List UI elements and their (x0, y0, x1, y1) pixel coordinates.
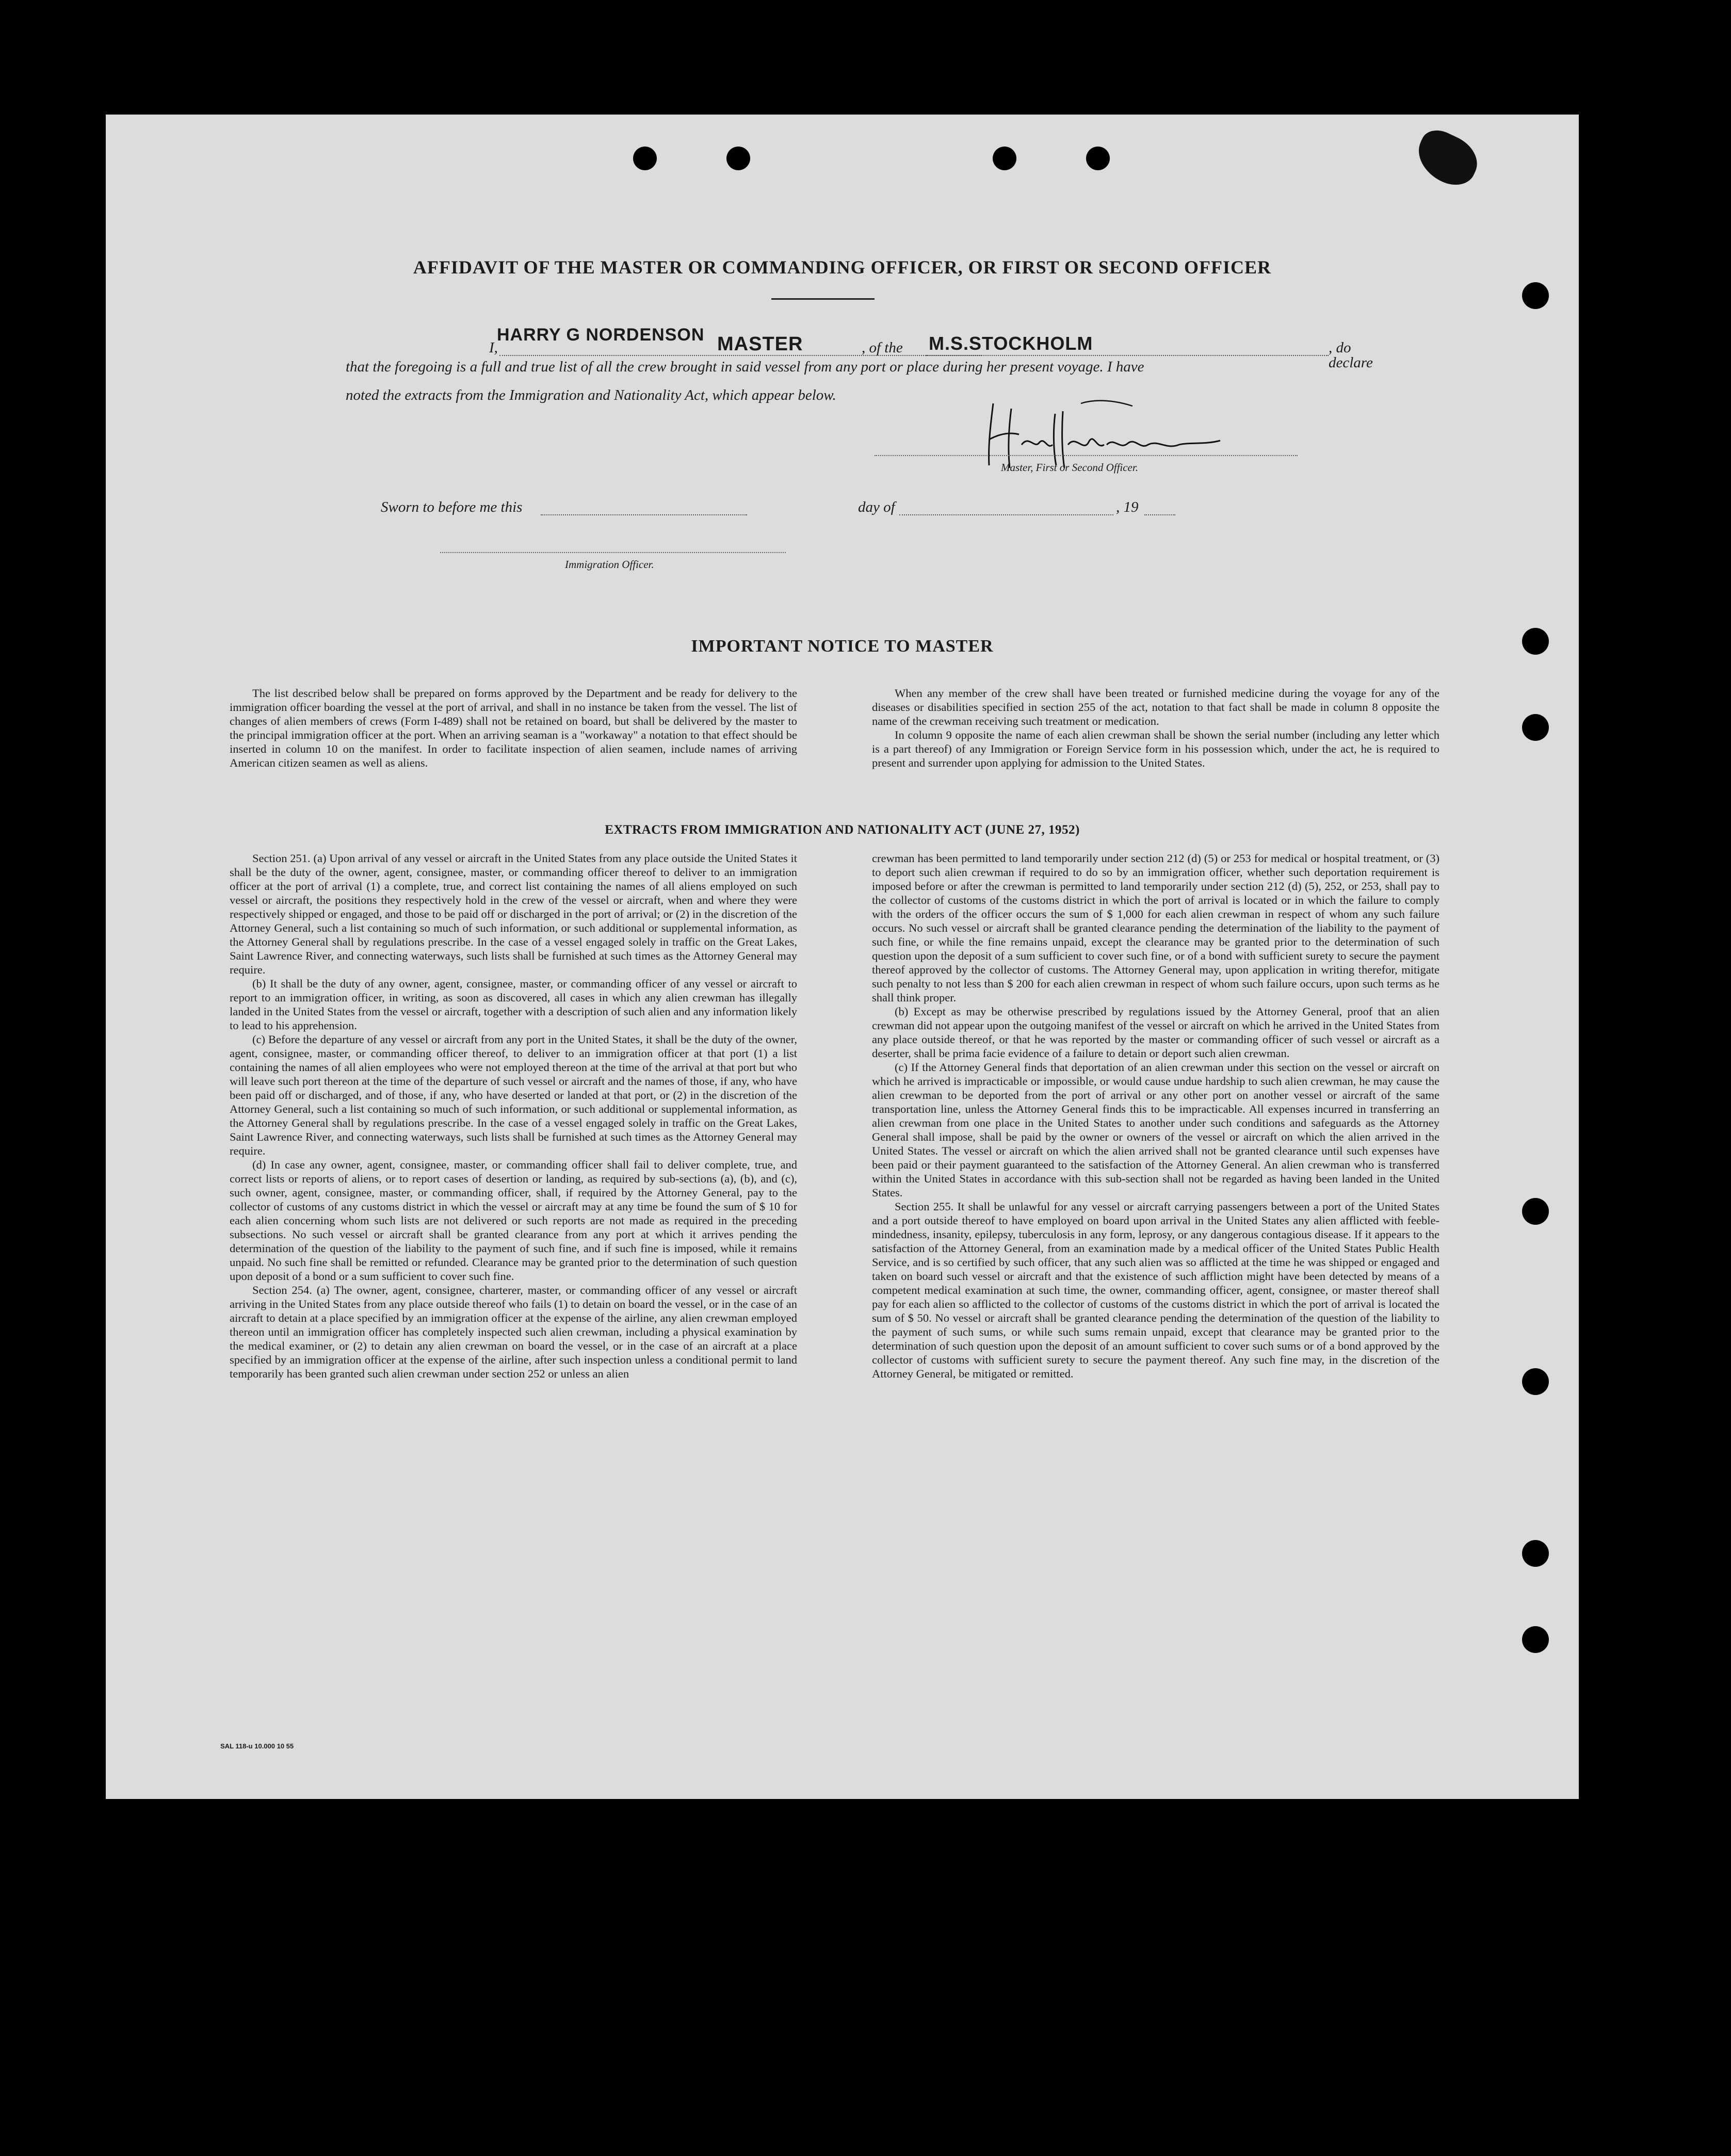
extract-paragraph: (c) If the Attorney General finds that deportation of an alien crewman under this section on the vessel or aircraft on which he arrived is impracticable or impossible, or would cause undue hardship to such alien crewman, he may cause the alien crewman to be deported from the port of arrival or any other port on another vessel or aircraft of the same transportation line, unless the Attorney General finds this to be impracticable. All expenses incurred in transferring an alien crewman from one place in the United States to another under such conditions and safeguards as the Attorney General shall impose, shall be paid by the owner or owners of the vessel or aircraft on which the alien arrived in the United States. The vessel or aircraft on which the alien arrived shall not be granted clearance until such expenses have been paid or their payment guaranteed to the satisfaction of the Attorney General. An alien crewman who is transferred within the United States in accordance with this sub-section shall not be regarded as having been landed in the United States. (872, 1061, 1439, 1199)
extracts-left-column (230, 851, 797, 1381)
punch-hole (1522, 1198, 1549, 1225)
month-field (899, 514, 1113, 515)
punch-hole (1522, 1626, 1549, 1653)
vessel-name: M.S.STOCKHOLM (929, 333, 1093, 354)
notice-paragraph: The list described below shall be prepared on forms approved by the Department and be ready for delivery to the immigration officer boarding the vessel at the port of arrival, and shall in no instance be taken from the vessel. The list of changes of alien members of crews (Form I-489) shall not be retained on board, but shall be delivered by the master to the principal immigration officer at the port. When an arriving seaman is a "workaway" a notation to that effect should be inserted in column 10 on the manifest. In order to facilitate inspection of alien seamen, include names of arriving American citizen seamen as well as aliens. (230, 687, 797, 769)
signature-line (875, 455, 1298, 456)
declaration-line-3: noted the extracts from the Immigration and Nationality Act, which appear below. (346, 387, 836, 403)
punch-hole (633, 147, 657, 170)
declaration-line-2: that the foregoing is a full and true list of all the crew brought in said vessel from any port or place during her present voyage. I have (346, 359, 1144, 375)
year-prefix: , 19 (1116, 499, 1139, 515)
of-the-label: , of the (862, 339, 903, 356)
rank-field: MASTER (717, 333, 803, 355)
extract-paragraph: Section 255. It shall be unlawful for any vessel or aircraft carrying passengers between a port of the United States and a port outside thereof to have employed on board upon arrival in the United States any alien afflicted with feeble-mindedness, insanity, epilepsy, tuberculosis in any form, leprosy, or any dangerous contagious disease. If it appears to the satisfaction of the Attorney General, from an examination made by a medical officer of the United States Public Health Service, and is so certified by such officer, that any such alien was so afflicted at the time he was shipped or engaged and taken on board such vessel or aircraft and that the existence of such affliction might have been detected by means of a competent medical examination at such time, the owner, commanding officer, agent, consignee, or master thereof shall pay for each alien so afflicted to the collector of customs of the customs district in which the port of arrival is located the sum of $ 50. No vessel or aircraft shall be granted clearance pending the determination of the question of the liability to the payment of such sums, or while such sums remain unpaid, except that clearance may be granted prior to the determination of such question upon the deposit of an amount sufficient to cover such sums or of a bond approved by the collector of customs with sufficient surety to secure the payment thereof. Any such fine may, in the discretion of the Attorney General, be mitigated or remitted. (872, 1200, 1439, 1380)
year-field (1144, 514, 1175, 515)
officer-signature-line (440, 552, 786, 553)
affidavit-title: AFFIDAVIT OF THE MASTER OR COMMANDING OFFICER, OR FIRST OR SECOND OFFICER (413, 257, 1272, 278)
extract-paragraph: crewman has been permitted to land temporarily under section 212 (d) (5) or 253 for medical or hospital treatment, or (3) to deport such alien crewman if required to do so by an immigration officer, whether such deportation requirement is imposed before or after the crewman is permitted to land temporarily under section 212 (d) (5), 252, or 253, shall pay to the collector of customs of the customs district in which the port of arrival is located or in which the failure to comply with the orders of the officer occurs the sum of $ 1,000 for each alien crewman in respect of whom any such failure occurs. No such vessel or aircraft shall be granted clearance pending the determination of the liability to the payment of such fine, or while the fine remains unpaid, except the clearance may be granted prior to the determination of such question upon the deposit of a sum sufficient to cover such fine, or of a bond with sufficient surety to secure the payment thereof approved by the collector of customs. The Attorney General may, upon application in writing therefor, mitigate such penalty to not less than $ 200 for each alien crewman in respect of whom such failure occurs, upon such terms as he shall think proper. (872, 852, 1439, 1004)
extract-paragraph: Section 254. (a) The owner, agent, consignee, charterer, master, or commanding officer of any vessel or aircraft arriving in the United States from any place outside thereof who fails (1) to detain on board the vessel, or in the case of an aircraft to detain at a place specified by an immigration officer at the expense of the airline, any alien crewman employed thereon until an immigration officer has completely inspected such alien crewman, including a physical examination by the medical examiner, or (2) to detain any alien crewman on board the vessel, or in the case of an aircraft at a place specified by an immigration officer at the expense of the airline, after such inspection unless a conditional permit to land temporarily has been granted such alien crewman under section 252 or unless an alien (230, 1284, 797, 1380)
do-declare-label: , do declare (1329, 339, 1373, 371)
document-page (106, 115, 1579, 1799)
notice-paragraph: In column 9 opposite the name of each alien crewman shall be shown the serial number (including any letter which is a part thereof) of any Immigration or Foreign Service form in his possession which, under the act, he is required to present and surrender upon applying for admission to the United States. (872, 728, 1439, 769)
master-name: HARRY G NORDENSON (497, 325, 705, 345)
notice-paragraph: When any member of the crew shall have been treated or furnished medicine during the voyage for any of the diseases or disabilities specified in section 255 of the act, notation to that fact shall be made in column 8 opposite the name of the crewman receiving such treatment or medication. (872, 687, 1439, 727)
i-prefix: I, (489, 339, 498, 356)
sworn-line (381, 499, 1206, 520)
extract-paragraph: (b) Except as may be otherwise prescribed by regulations issued by the Attorney General, proof that an alien crewman did not appear upon the outgoing manifest of the vessel or aircraft on which he arrived in the United States from any place outside thereof, or that he was reported by the master or commanding officer of such vessel or aircraft as a deserter, shall be prima facie evidence of a failure to detain or deport such alien crewman. (872, 1005, 1439, 1060)
notice-left-column (230, 686, 797, 770)
sworn-prefix: Sworn to before me this (381, 499, 523, 515)
title-rule (771, 298, 875, 300)
notice-title: IMPORTANT NOTICE TO MASTER (691, 637, 994, 656)
day-of-label: day of (858, 499, 895, 515)
punch-hole (1522, 1368, 1549, 1395)
extract-paragraph: Section 251. (a) Upon arrival of any vessel or aircraft in the United States from any place outside the United States it shall be the duty of the owner, agent, consignee, master, or commanding officer thereof to deliver to an immigration officer at the port of arrival (1) a complete, true, and correct list containing the names of all aliens employed on such vessel or aircraft, the positions they respectively hold in the crew of the vessel or aircraft, when and where they were respectively shipped or engaged, and those to be paid off or discharged in the port of arrival; or (2) in the discretion of the Attorney General, such a list containing so much of such information, or such additional or supplemental information, as the Attorney General shall by regulations prescribe. In the case of a vessel engaged solely in traffic on the Great Lakes, Saint Lawrence River, and connecting waterways, such lists shall be furnished at such times as the Attorney General may require. (230, 852, 797, 976)
extract-paragraph: (d) In case any owner, agent, consignee, master, or commanding officer shall fail to deliver complete, true, and correct lists or reports of aliens, or to report cases of desertion or landing, as required by sub-sections (a), (b), and (c), such owner, agent, consignee, master, or commanding officer, shall, if required by the Attorney General, pay to the collector of customs of any customs district in which the vessel or aircraft may at any time be found the sum of $ 10 for each alien concerning whom such lists are not delivered or such reports are not made as required in the preceding subsections. No such vessel or aircraft shall be granted clearance from any port at which it arrives pending the determination of the question of the liability to the payment of such fine, and if such fine is imposed, while it remains unpaid. No such fine shall be remitted or refunded. Clearance may be granted prior to the determination of such question upon deposit of a bond or a sum sufficient to cover such fine. (230, 1158, 797, 1283)
extract-paragraph: (c) Before the departure of any vessel or aircraft from any port in the United States, it shall be the duty of the owner, agent, consignee, master, or commanding officer thereof, to deliver to an immigration officer at that port (1) a list containing the names of all alien employees who were not employed thereon at the time of the arrival at that port but who will leave such port thereon at the time of the departure of such vessel or aircraft and the names of those, if any, who have been paid off or discharged, and of those, if any, who have deserted or landed at that port, or (2) in the discretion of the Attorney General, such a list containing so much of such information, or such additional or supplemental information, as the Attorney General shall by regulations prescribe. In the case of a vessel engaged solely in traffic on the Great Lakes, Saint Lawrence River, and connecting waterways, such lists shall be furnished at such times as the Attorney General may require. (230, 1033, 797, 1157)
day-field (541, 514, 747, 515)
punch-hole (993, 147, 1016, 170)
form-code: SAL 118-u 10.000 10 55 (220, 1742, 294, 1750)
punch-hole (726, 147, 750, 170)
signature-caption: Master, First or Second Officer. (1001, 461, 1138, 474)
ink-blot (1410, 124, 1485, 192)
extracts-right-column (872, 851, 1439, 1381)
punch-hole (1522, 714, 1549, 741)
vessel-underline (926, 354, 1329, 356)
officer-caption: Immigration Officer. (565, 558, 654, 571)
extract-paragraph: (b) It shall be the duty of any owner, agent, consignee, master, or commanding officer of any vessel or aircraft to report to an immigration officer, in writing, as soon as discovered, all cases in which any alien crewman has illegally landed in the United States from the vessel or aircraft, together with a description of such alien and any information likely to lead to his apprehension. (230, 977, 797, 1032)
punch-hole (1522, 1540, 1549, 1567)
extracts-title: EXTRACTS FROM IMMIGRATION AND NATIONALITY ACT (JUNE 27, 1952) (605, 823, 1080, 837)
punch-hole (1522, 282, 1549, 309)
punch-hole (1086, 147, 1110, 170)
notice-right-column (872, 686, 1439, 770)
